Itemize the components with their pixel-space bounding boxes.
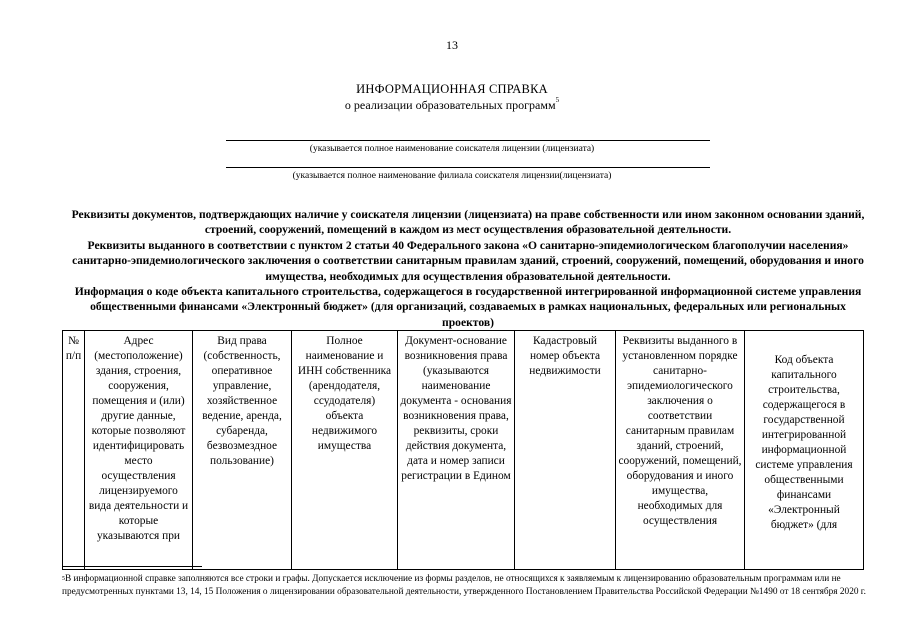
col-owner: Полное наименование и ИНН собственника (арендодателя, ссудодателя) объекта недвижимого имущества <box>292 331 398 570</box>
document-title: ИНФОРМАЦИОННАЯ СПРАВКА <box>356 82 548 96</box>
document-subtitle <box>0 98 904 113</box>
col-sanitary: Реквизиты выданного в установленном порядке санитарно-эпидемиологического заключения о соответствии санитарным правилам зданий, строений, сооружений, помещений, оборудования и иного имущества, необходимых для осуществления <box>616 331 745 570</box>
licensee-name-hint: (указывается полное наименование соискателя лицензии (лицензиата) <box>309 144 595 154</box>
page-number: 13 <box>446 38 458 52</box>
heading-sanitary: Реквизиты выданного в соответствии с пунктом 2 статьи 40 Федерального закона «О санитарно-эпидемиологическом благополучии населения» санитарно-эпидемиологического заключения о соответствии санитарным правилам зданий, строений, сооружений, помещений, оборудования и иного имущества, необходимых для осуществления образовательной деятельности. <box>72 238 864 283</box>
subtitle-text: о реализации образовательных программ <box>344 98 556 112</box>
col-number: № п/п <box>63 331 85 570</box>
info-table <box>62 330 864 570</box>
footnote-marker: 5 <box>62 576 65 582</box>
section-heading <box>68 207 868 330</box>
footnote-text: В информационной справке заполняются все строки и графы. Допускается исключение из формы разделов, не относящихся к заявляемым к лицензированию образовательным программам или не предусмотренных пунктами 13, 14, 15 Положения о лицензировании образовательной деятельности, утвержденного Постановлением Правительства Российской Федерации №1490 от 18 сентября 2020 г. <box>62 574 866 597</box>
col-budget-code: Код объекта капитального строительства, содержащегося в государственной интегрированной информационной системе управления общественными финансами «Электронный бюджет» (для <box>745 331 864 570</box>
licensee-name-line <box>226 140 710 141</box>
heading-budget-code: Информация о коде объекта капитального строительства, содержащегося в государственной интегрированной информационной системе управления общественными финансами «Электронный бюджет» (для организаций, создаваемых в рамках национальных, федеральных или региональных проектов) <box>74 285 862 329</box>
col-right-basis: Документ-основание возникновения права (указываются наименование документа - основания возникновения права, реквизиты, сроки действия документа, дата и номер записи регистрации в Едином <box>398 331 515 570</box>
branch-name-hint: (указывается полное наименование филиала соискателя лицензии(лицензиата) <box>292 171 612 181</box>
col-address: Адрес (местоположение) здания, строения, сооружения, помещения и (или) другие данные, которые позволяют идентифицировать место осуществления лицензируемого вида деятельности и которые указываются при <box>85 331 193 570</box>
footnote-ref: 5 <box>555 96 560 104</box>
branch-name-line <box>226 167 710 168</box>
footnote-divider <box>62 566 202 567</box>
col-right-type: Вид права (собственность, оперативное управление, хозяйственное ведение, аренда, субаренда, безвозмездное пользование) <box>193 331 292 570</box>
table-header-row <box>63 331 864 570</box>
footnote <box>62 573 868 599</box>
col-cadastral: Кадастровый номер объекта недвижимости <box>515 331 616 570</box>
heading-documents: Реквизиты документов, подтверждающих наличие у соискателя лицензии (лицензиата) на праве собственности или ином законном основании зданий, строений, сооружений, помещений в каждом из мест осуществления образовательной деятельности. <box>71 208 865 237</box>
